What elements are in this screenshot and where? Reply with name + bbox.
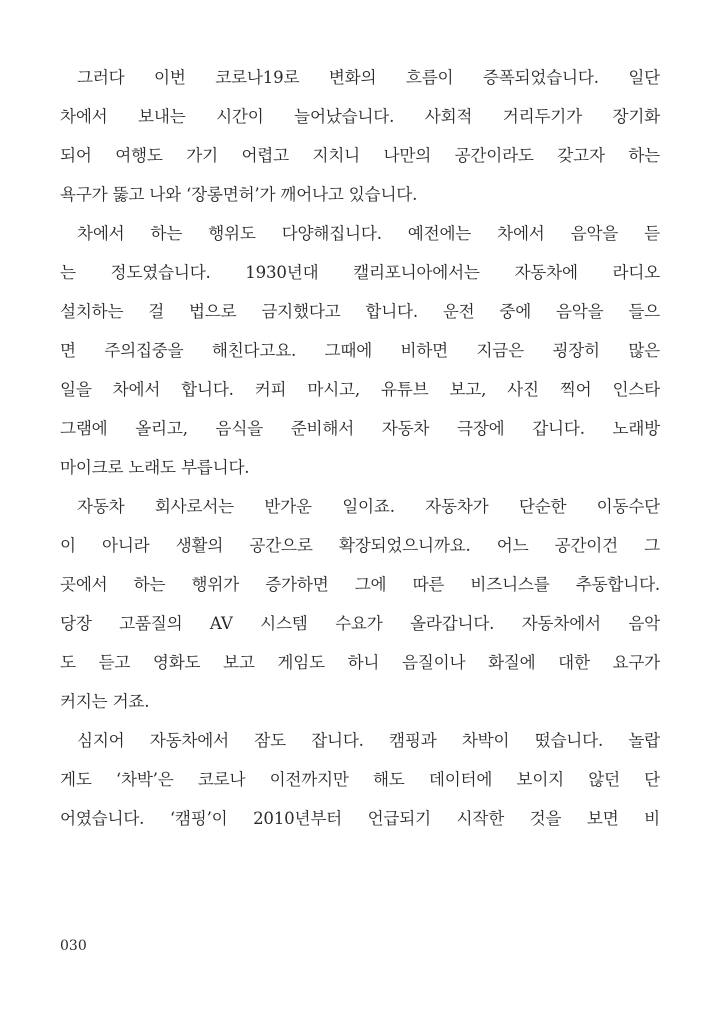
page-number: 030 (60, 938, 87, 954)
text-line: 곳에서 하는 행위가 증가하면 그에 따른 비즈니스를 추동합니다. (60, 575, 660, 594)
text-line: 커지는 거죠. (60, 692, 150, 711)
text-line: 당장 고품질의 AV 시스템 수요가 올라갑니다. 자동차에서 음악 (60, 614, 660, 633)
text-line: 차에서 하는 행위도 다양해집니다. 예전에는 차에서 음악을 듣 (77, 224, 660, 243)
text-line: 그램에 올리고, 음식을 준비해서 자동차 극장에 갑니다. 노래방 (60, 419, 660, 438)
text-line: 면 주의집중을 해친다고요. 그때에 비하면 지금은 굉장히 많은 (60, 341, 660, 360)
text-line: 심지어 자동차에서 잠도 잡니다. 캠핑과 차박이 떴습니다. 놀랍 (77, 731, 660, 750)
text-line: 자동차 회사로서는 반가운 일이죠. 자동차가 단순한 이동수단 (77, 497, 660, 516)
text-line: 어였습니다. ‘캠핑’이 2010년부터 언급되기 시작한 것을 보면 비 (60, 809, 660, 828)
text-line: 욕구가 뚫고 나와 ‘장롱면허’가 깨어나고 있습니다. (60, 185, 418, 204)
text-line: 도 듣고 영화도 보고 게임도 하니 음질이나 화질에 대한 요구가 (60, 653, 660, 672)
body-text (60, 58, 660, 838)
text-line: 일을 차에서 합니다. 커피 마시고, 유튜브 보고, 사진 찍어 인스타 (60, 380, 660, 399)
text-line: 이 아니라 생활의 공간으로 확장되었으니까요. 어느 공간이건 그 (60, 536, 660, 555)
text-line: 차에서 보내는 시간이 늘어났습니다. 사회적 거리두기가 장기화 (60, 107, 660, 126)
text-line: 그러다 이번 코로나19로 변화의 흐름이 증폭되었습니다. 일단 (77, 68, 660, 87)
text-line: 게도 ‘차박’은 코로나 이전까지만 해도 데이터에 보이지 않던 단 (60, 770, 660, 789)
text-line: 설치하는 걸 법으로 금지했다고 합니다. 운전 중에 음악을 들으 (60, 302, 660, 321)
text-line: 되어 여행도 가기 어렵고 지치니 나만의 공간이라도 갖고자 하는 (60, 146, 660, 165)
text-line: 는 정도였습니다. 1930년대 캘리포니아에서는 자동차에 라디오 (60, 263, 660, 282)
text-line: 마이크로 노래도 부릅니다. (60, 458, 250, 477)
